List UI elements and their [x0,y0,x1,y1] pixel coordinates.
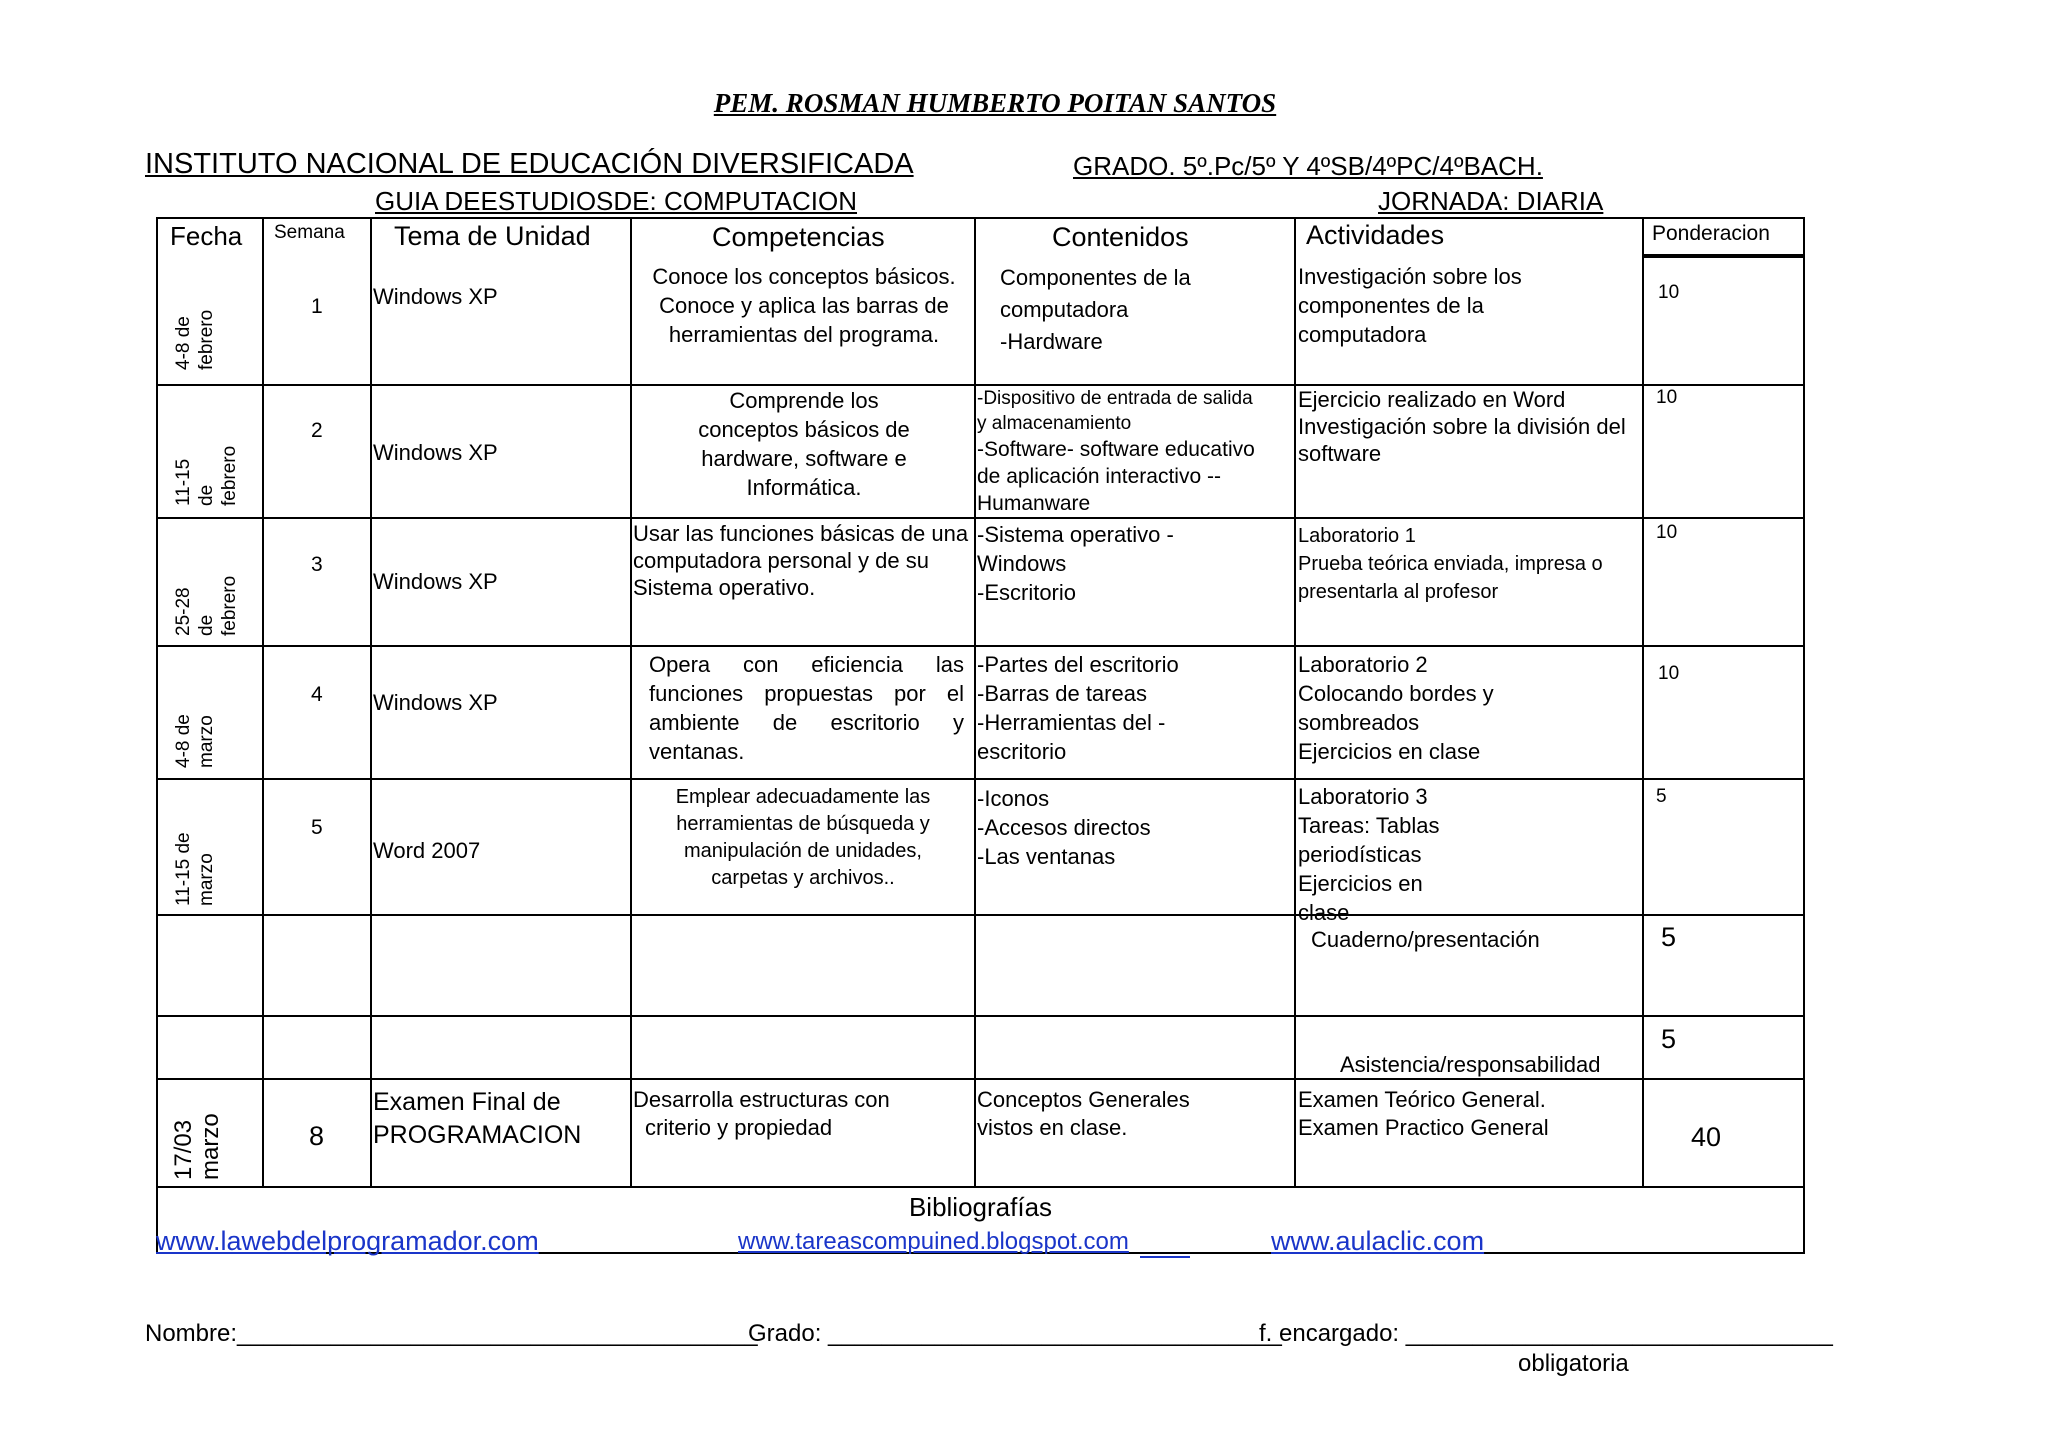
link-tareascompuined[interactable]: www.tareascompuined.blogspot.com [738,1228,1129,1255]
row1-contenidos: Componentes de la computadora -Hardware [1000,265,1191,354]
extra-ponderacion-asistencia: 5 [1661,1024,1677,1054]
footer-encargado: f. encargado: ________________________________ [1259,1320,1833,1347]
header-competencias: Competencias [712,222,885,252]
row2-actividades: Ejercicio realizado en Word Investigación sobre la división del software [1298,387,1626,466]
link-underline-extension [1140,1256,1190,1258]
grado-label: GRADO. 5º.Pc/5º Y 4ºSB/4ºPC/4ºBACH. [1073,151,1543,181]
row4-tema: Windows XP [373,690,498,715]
header-actividades: Actividades [1306,220,1445,250]
grid-line [262,217,264,1187]
jornada-label: JORNADA: DIARIA [1378,186,1604,216]
row2-competencias: Comprende los conceptos básicos de hardware, software e Informática. [698,388,910,500]
bibliografias-title: Bibliografías [908,1192,1053,1222]
grid-line [156,778,1805,780]
row5-ponderacion: 5 [1656,786,1667,807]
row2-tema: Windows XP [373,440,498,465]
header-ponderacion: Ponderacion [1652,222,1770,245]
institute-title: INSTITUTO NACIONAL DE EDUCACIÓN DIVERSIFICADA [145,148,914,180]
row5-contenidos: -Iconos -Accesos directos -Las ventanas [977,786,1151,869]
footer-nombre: Nombre:_______________________________________ [145,1320,758,1347]
header-tema: Tema de Unidad [394,221,591,251]
row1-semana: 1 [311,295,323,318]
row4-actividades: Laboratorio 2 Colocando bordes y sombreados Ejercicios en clase [1298,652,1494,764]
footer-grado: Grado: __________________________________ [748,1320,1282,1347]
row2-fecha: 11-15 de febrero [173,445,240,506]
grid-line [156,1186,1805,1188]
row1-actividades: Investigación sobre los componentes de la computadora [1298,264,1522,347]
row5-tema: Word 2007 [373,838,481,863]
grid-line [370,217,372,1187]
row2-semana: 2 [311,419,323,442]
extra-actividad-asistencia: Asistencia/responsabilidad [1340,1052,1601,1077]
header-contenidos: Contenidos [1052,222,1189,252]
row3-contenidos: -Sistema operativo - Windows -Escritorio [977,522,1174,605]
row4-contenidos: -Partes del escritorio -Barras de tareas -Herramientas del - escritorio [977,652,1179,764]
row3-fecha: 25-28 de febrero [173,575,240,636]
extra-actividad-cuaderno: Cuaderno/presentación [1311,927,1540,952]
guia-label: GUIA DEESTUDIOSDE: COMPUTACION [375,186,858,216]
grid-line [156,1015,1805,1017]
row1-ponderacion: 10 [1658,282,1680,303]
ponderacion-underline [1642,254,1805,258]
final-actividades: Examen Teórico General. Examen Practico General [1298,1087,1549,1140]
row5-actividades: Laboratorio 3 Tareas: Tablas periodísticas Ejercicios en clase [1298,784,1440,925]
row5-fecha: 11-15 de marzo [173,832,217,906]
row1-competencias: Conoce los conceptos básicos. Conoce y aplica las barras de herramientas del programa. [652,264,956,347]
final-contenidos: Conceptos Generales vistos en clase. [977,1087,1190,1140]
row4-competencias: Opera con eficiencia las funciones propuestas por el ambiente de escritorio y ventanas. [649,652,964,764]
final-semana: 8 [309,1121,325,1151]
final-fecha: 17/03 marzo [170,1113,224,1180]
final-competencias: Desarrolla estructuras con criterio y propiedad [633,1087,890,1140]
extra-ponderacion-cuaderno: 5 [1661,922,1677,952]
row2-ponderacion: 10 [1656,387,1678,408]
link-aulaclic[interactable]: www.aulaclic.com [1271,1226,1485,1256]
header-semana: Semana [274,222,345,243]
grid-line [156,517,1805,519]
footer-obligatoria: obligatoria [1518,1350,1629,1377]
row5-semana: 5 [311,816,323,839]
row3-ponderacion: 10 [1656,522,1678,543]
header-fecha: Fecha [170,221,243,251]
final-ponderacion: 40 [1691,1122,1722,1152]
row2-contenidos: -Dispositivo de entrada de salida y almacenamiento -Software- software educativo de aplicación interactivo -- Humanware [977,388,1255,515]
row3-competencias: Usar las funciones básicas de una computadora personal y de su Sistema operativo. [633,521,969,600]
link-lawebdelprogramador[interactable]: www.lawebdelprogramador.com [156,1226,539,1256]
row3-semana: 3 [311,553,323,576]
row4-fecha: 4-8 de marzo [173,714,217,768]
row3-actividades: Laboratorio 1 Prueba teórica enviada, impresa o presentarla al profesor [1298,525,1603,603]
grid-line [1642,217,1644,1187]
row3-tema: Windows XP [373,569,498,594]
row5-competencias: Emplear adecuadamente las herramientas de búsqueda y manipulación de unidades, carpetas y archivos.. [675,786,931,889]
grid-line [156,645,1805,647]
grid-line [630,217,632,1187]
grid-line [974,217,976,1187]
row4-semana: 4 [311,683,323,706]
row4-ponderacion: 10 [1658,663,1680,684]
grid-line [1294,217,1296,1187]
row1-tema: Windows XP [373,284,498,309]
author-title: PEM. ROSMAN HUMBERTO POITAN SANTOS [713,88,1277,118]
final-tema: Examen Final de PROGRAMACION [373,1088,582,1149]
row1-fecha: 4-8 de febrero [173,309,217,370]
